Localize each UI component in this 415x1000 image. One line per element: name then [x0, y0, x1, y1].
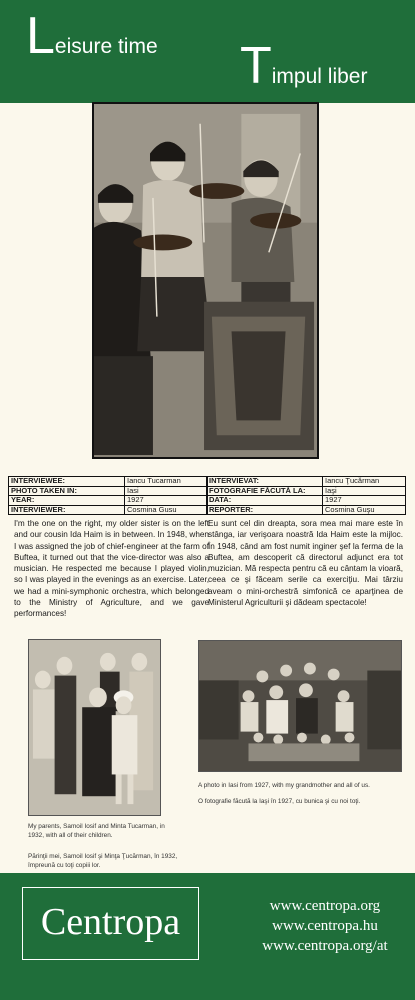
title-english-initial: L	[26, 7, 55, 65]
table-row	[9, 496, 208, 506]
caption-group-romanian: O fotografie făcută la Iaşi în 1927, cu bunica şi cu noi toţi.	[198, 798, 361, 805]
group-photo-1927-illustration	[199, 641, 401, 771]
story-romanian: Eu sunt cel din dreapta, sora mea mai mare este în stânga, iar verişoara noastră Ida Haim este la mijloc. În 1948, când am fost numit inginer şef la ferma de la Buftea, am descoperit că directorul adjunct era tot muzician. Mă respecta pentru că eu cântam la vioară, ceea ce şi făceam serile ca exerciţiu. Mai târziu aveam o mini-orchestră simfonică ce aparţinea de Ministerul Agriculturii şi dădeam spectacole!	[208, 519, 403, 608]
logo-text: Centropa	[40, 901, 181, 943]
title-english	[26, 7, 158, 65]
info-value: Iaşi	[323, 486, 406, 496]
info-table-english	[8, 476, 208, 515]
info-key: FOTOGRAFIE FĂCUTĂ LA:	[207, 486, 323, 496]
main-photo-violinists	[92, 102, 319, 459]
caption-family-romanian: Părinţii mei, Samoil Iosif şi Minţa Ţucărman, în 1932, împreună cu toţi copiii lor.	[28, 853, 178, 869]
info-key: YEAR:	[9, 496, 125, 506]
family-photo-1932-illustration	[29, 640, 160, 815]
info-value: Cosmina Gusu	[125, 505, 208, 515]
info-key: INTERVIEVAT:	[207, 477, 323, 487]
info-key: REPORTER:	[207, 505, 323, 515]
table-row	[207, 505, 406, 515]
info-table-romanian	[206, 476, 406, 515]
story-english: I'm the one on the right, my older sister is on the left and our cousin Ida Haim is in between. In 1948, when I was assigned the job of chief-engineer at the farm of Buftea, it turned out that the vice-director was also a musician. He respected me because I played violin, so I was played in the evenings as an exercise. Later, we had a mini-symphonic orchestra, which belonged to the Ministry of Agriculture, and we gave performances!	[14, 519, 209, 619]
table-row	[207, 496, 406, 506]
title-romanian-rest: impul liber	[271, 65, 368, 88]
info-value: Cosmina Guşu	[323, 505, 406, 515]
family-photo-1932	[28, 639, 161, 816]
info-value: 1927	[125, 496, 208, 506]
info-value: Iancu Tucarman	[125, 477, 208, 487]
info-key: PHOTO TAKEN IN:	[9, 486, 125, 496]
info-value: Iancu Ţucărman	[323, 477, 406, 487]
title-romanian-initial: T	[240, 37, 272, 95]
main-photo-illustration	[94, 104, 317, 457]
title-english-rest: eisure time	[54, 35, 158, 58]
link-centropa-hu[interactable]: www.centropa.hu	[272, 918, 378, 934]
link-centropa-org[interactable]: www.centropa.org	[269, 898, 381, 914]
table-row	[9, 477, 208, 487]
info-key: DATA:	[207, 496, 323, 506]
footer-links	[250, 896, 400, 956]
table-row	[9, 505, 208, 515]
title-romanian	[240, 37, 368, 95]
caption-family-english: My parents, Samoil Iosif and Minta Tucarman, in 1932, with all of their children.	[28, 823, 165, 839]
centropa-logo	[22, 887, 199, 960]
link-centropa-org-at[interactable]: www.centropa.org/at	[262, 938, 388, 954]
caption-group-english: A photo in Iasi from 1927, with my grandmother and all of us.	[198, 782, 370, 789]
info-key: INTERVIEWER:	[9, 505, 125, 515]
table-row	[9, 486, 208, 496]
info-value: Iasi	[125, 486, 208, 496]
table-row	[207, 477, 406, 487]
info-key: INTERVIEWEE:	[9, 477, 125, 487]
info-value: 1927	[323, 496, 406, 506]
table-row	[207, 486, 406, 496]
group-photo-1927	[198, 640, 402, 772]
